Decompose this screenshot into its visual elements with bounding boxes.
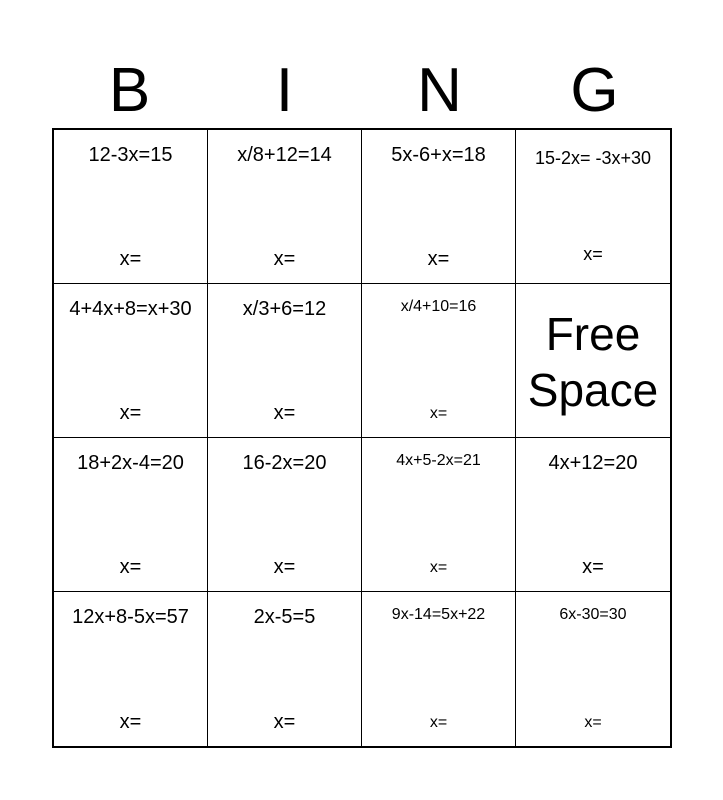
cell-equation: 12-3x=15 xyxy=(88,144,173,166)
bingo-cell[interactable] xyxy=(516,438,670,592)
cell-equation: 4x+12=20 xyxy=(548,452,638,474)
cell-equation: x/3+6=12 xyxy=(242,298,327,320)
cell-answer-label: x= xyxy=(429,405,448,422)
cell-answer-label: x= xyxy=(273,711,296,733)
bingo-header xyxy=(52,56,672,126)
cell-equation: 15-2x= -3x+30 xyxy=(534,148,652,168)
bingo-cell[interactable] xyxy=(54,592,208,746)
cell-answer-label: x= xyxy=(429,714,448,731)
cell-answer-label: x= xyxy=(582,556,604,578)
cell-answer-label: x= xyxy=(273,248,296,270)
cell-answer-label: x= xyxy=(119,248,142,270)
cell-answer-label: x= xyxy=(119,711,142,733)
bingo-cell[interactable] xyxy=(54,130,208,284)
cell-answer-label: x= xyxy=(583,244,603,264)
free-space-line1: Free xyxy=(545,308,641,360)
bingo-cell[interactable] xyxy=(208,592,362,746)
cell-equation: 4x+5-2x=21 xyxy=(396,452,481,469)
cell-equation: 16-2x=20 xyxy=(242,452,327,474)
bingo-cell[interactable] xyxy=(208,438,362,592)
free-space-line2: Space xyxy=(527,364,659,416)
cell-answer-label: x= xyxy=(584,714,602,731)
cell-equation: 4+4x+8=x+30 xyxy=(69,298,192,320)
bingo-cell[interactable] xyxy=(54,284,208,438)
cell-equation: 12x+8-5x=57 xyxy=(72,606,189,628)
free-space-label xyxy=(516,306,670,418)
cell-answer-label: x= xyxy=(119,402,142,424)
bingo-cell[interactable] xyxy=(516,130,670,284)
cell-answer-label: x= xyxy=(273,402,296,424)
cell-answer-label: x= xyxy=(119,556,142,578)
header-letter-i: I xyxy=(275,56,294,125)
bingo-cell[interactable] xyxy=(54,438,208,592)
cell-equation: 6x-30=30 xyxy=(559,606,627,623)
bingo-cell[interactable] xyxy=(362,438,516,592)
cell-equation: x/8+12=14 xyxy=(237,144,332,166)
header-letter-n: N xyxy=(417,56,462,125)
bingo-cell[interactable] xyxy=(208,130,362,284)
cell-answer-label: x= xyxy=(273,556,296,578)
cell-equation: 18+2x-4=20 xyxy=(77,452,184,474)
cell-equation: 9x-14=5x+22 xyxy=(391,606,486,623)
header-letter-g: G xyxy=(570,56,619,125)
cell-answer-label: x= xyxy=(427,248,450,270)
bingo-cell[interactable] xyxy=(362,130,516,284)
cell-answer-label: x= xyxy=(429,559,448,576)
cell-equation: x/4+10=16 xyxy=(400,298,477,315)
free-space-cell[interactable] xyxy=(516,284,670,438)
bingo-cell[interactable] xyxy=(362,284,516,438)
header-letter-b: B xyxy=(108,56,151,125)
bingo-cell[interactable] xyxy=(208,284,362,438)
bingo-cell[interactable] xyxy=(516,592,670,746)
bingo-card-grid xyxy=(52,128,672,748)
cell-equation: 5x-6+x=18 xyxy=(391,144,486,166)
cell-equation: 2x-5=5 xyxy=(253,606,316,628)
bingo-cell[interactable] xyxy=(362,592,516,746)
